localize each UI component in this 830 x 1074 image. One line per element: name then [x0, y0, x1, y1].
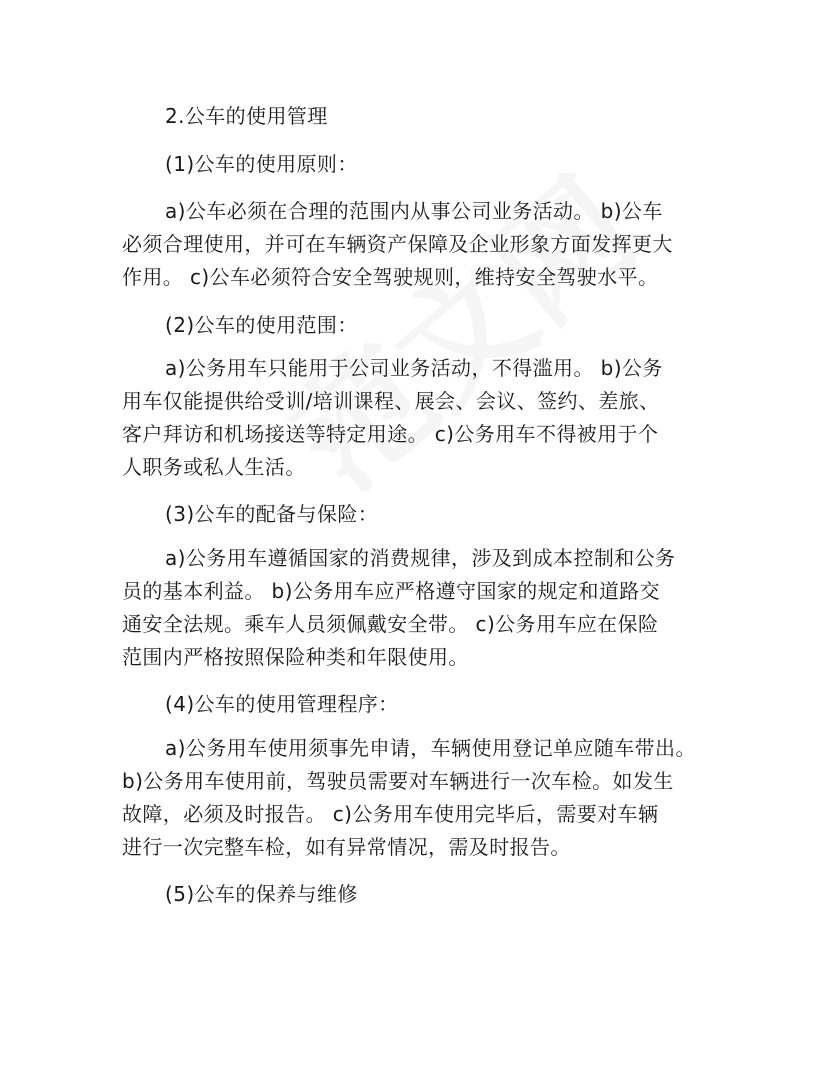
paragraph-line: 员的基本利益。 b)公务用车应严格遵守国家的规定和道路交: [122, 579, 661, 603]
paragraph-line: 用车仅能提供给受训/培训课程、展会、会议、签约、差旅、: [122, 389, 660, 413]
document-title: 2.公车的使用管理: [165, 104, 328, 128]
section-heading-5: (5)公车的保养与维修: [165, 882, 358, 906]
section-heading-1: (1)公车的使用原则：: [165, 152, 358, 176]
paragraph-line: 范围内严格按照保险种类和年限使用。: [122, 645, 469, 669]
paragraph-line: 故障，必须及时报告。 c)公务用车使用完毕后，需要对车辆: [122, 802, 659, 826]
paragraph-line: 必须合理使用，并可在车辆资产保障及企业形象方面发挥更大: [122, 232, 673, 256]
section-heading-3: (3)公车的配备与保险：: [165, 502, 379, 526]
paragraph-line: b)公务用车使用前，驾驶员需要对车辆进行一次车检。如发生: [122, 769, 674, 793]
section-heading-4: (4)公车的使用管理程序：: [165, 692, 399, 716]
section-heading-2: (2)公车的使用范围：: [165, 313, 358, 337]
paragraph-line: a)公务用车只能用于公司业务活动，不得滥用。 b)公务: [165, 356, 663, 380]
paragraph-line: a)公务用车使用须事先申请，车辆使用登记单应随车带出。: [165, 736, 696, 760]
paragraph-line: 通安全法规。乘车人员须佩戴安全带。 c)公务用车应在保险: [122, 612, 659, 636]
paragraph-line: 人职务或私人生活。: [122, 455, 306, 479]
paragraph-line: 作用。 c)公车必须符合安全驾驶规则，维持安全驾驶水平。: [122, 265, 659, 289]
paragraph-line: 客户拜访和机场接送等特定用途。 c)公务用车不得被用于个: [122, 422, 659, 446]
paragraph-line: a)公务用车遵循国家的消费规律，涉及到成本控制和公务: [165, 546, 676, 570]
paragraph-line: 进行一次完整车检，如有异常情况，需及时报告。: [122, 835, 571, 859]
paragraph-line: a)公车必须在合理的范围内从事公司业务活动。 b)公车: [165, 199, 663, 223]
